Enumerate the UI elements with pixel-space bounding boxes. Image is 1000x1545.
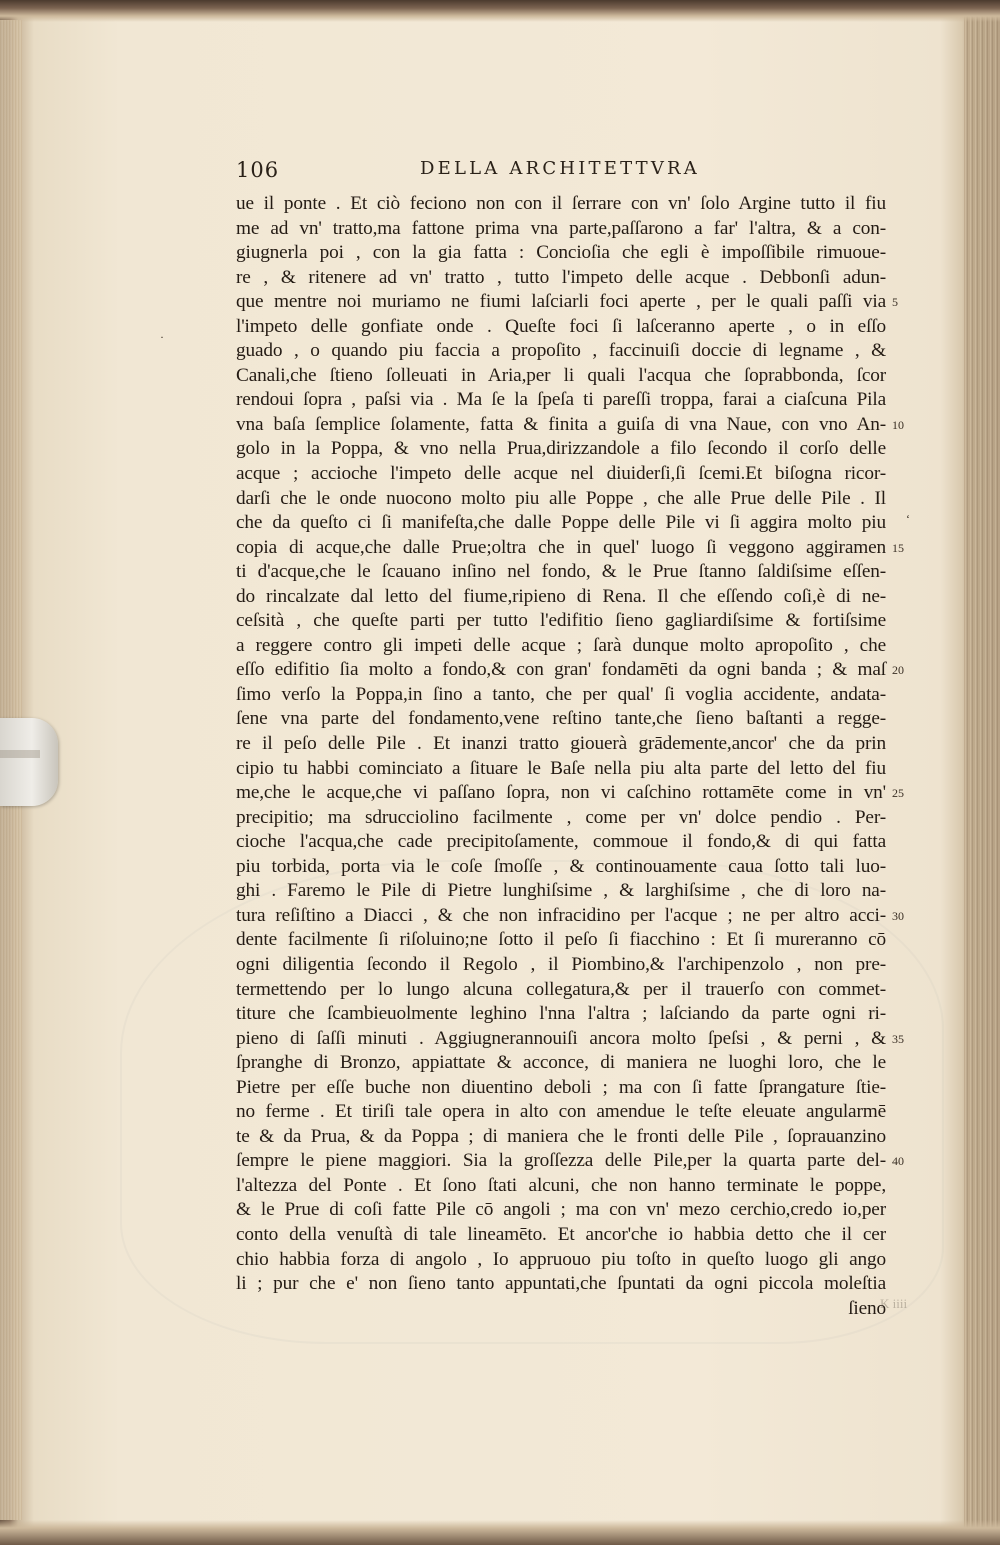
text-line: do rincalzate dal letto del fiume,ripieno di Rena. Il che eſſendo coſi,è di ne- [236, 585, 886, 607]
text-line: ſempre le piene maggiori. Sia la groſſezza delle Pile,per la quarta parte del- [236, 1150, 886, 1172]
text-line: ogni diligentia ſecondo il Regolo , il Piombino,& l'archipenzolo , non pre- [236, 953, 886, 975]
text-line: te & da Prua, & da Poppa ; di maniera che le fronti delle Pile , ſoprauanzino [236, 1125, 886, 1147]
text-line: li ; pur che e' non ſieno tanto appuntati,che ſpuntati da ogni piccola moleſtia [236, 1273, 886, 1295]
text-line: termettendo per lo lungo alcuna collegatura,& per il trauerſo con commet- [236, 978, 886, 1000]
text-line: vna baſa ſemplice ſolamente, fatta & finita a guiſa di vna Naue, con vno An- [236, 413, 886, 435]
text-line: piu torbida, porta via le coſe ſmoſſe , & continouamente caua ſotto tali luo- [236, 855, 886, 877]
text-line: re , & ritenere ad vn' tratto , tutto l'impeto delle acque . Debbonſi adun- [236, 266, 886, 288]
text-line: me ad vn' tratto,ma fattone prima vna parte,paſſarono a far' l'altra, & a con- [236, 217, 886, 239]
text-line: chio habbia forza di angolo , Io appruouo piu toſto in queſto luogo gli ango [236, 1248, 886, 1270]
margin-line-number: 15 [892, 540, 904, 555]
text-line: no ferme . Et tiriſi tale opera in alto con amendue le teſte eleuate angularmē [236, 1101, 886, 1123]
margin-line-number: 20 [892, 663, 904, 678]
text-line: guado , o quando piu faccia a propoſito , faccinuiſi doccie di legname , & [236, 340, 886, 362]
margin-mark: ‘ [906, 512, 910, 526]
text-line: pieno di ſaſſi minuti . Aggiugnerannouiſi ancora molto ſpeſsi , & perni , & [236, 1027, 886, 1049]
text-line: ceſsità , che queſte parti per tutto l'edifitio ſieno gagliardiſsime & fortiſsime [236, 610, 886, 632]
text-line: darſi che le onde nuocono molto piu alle Poppe , che alle Prue delle Pile . Il [236, 487, 886, 509]
signature-mark-show-through: K iiii [880, 1296, 908, 1311]
text-line: cioche l'acqua,che cade precipitoſamente, commoue il fondo,& di qui fatta [236, 831, 886, 853]
text-line: dente facilmente ſi riſoluino;ne ſotto il peſo ſi fiacchino : Et ſi mureranno cō [236, 929, 886, 951]
text-line: giugnerla poi , con la gia fatta : Concioſia che egli è impoſſibile rimuoue- [236, 242, 886, 264]
text-line: conto della venuſtà di tale lineamēto. Et ancor'che io habbia detto che il cer [236, 1223, 886, 1245]
text-line: golo in la Poppa, & vno nella Prua,dirizzandole a filo ſecondo il corſo delle [236, 438, 886, 460]
text-line: ghi . Faremo le Pile di Pietre lunghiſsime , & larghiſsime , che di loro na- [236, 880, 886, 902]
margin-line-number: 25 [892, 786, 904, 801]
page-header [236, 152, 716, 186]
margin-line-number: 40 [892, 1154, 904, 1169]
bottom-page-edge [0, 1520, 1000, 1545]
text-line: que mentre noi muriamo ne fiumi laſciarli foci aperte , per le quali paſſi via [236, 291, 886, 313]
body-text [236, 192, 886, 1321]
margin-line-number: 35 [892, 1031, 904, 1046]
page-number: 106 [236, 158, 280, 182]
text-line: ti d'acque,che le ſcauano inſino nel fondo, & le Prue ſtanno ſaldiſsime eſſen- [236, 561, 886, 583]
text-line: Canali,che ſtieno ſolleuati in Aria,per li quali l'acqua che ſoprabbonda, ſcor [236, 364, 886, 386]
right-page-edges [964, 0, 1000, 1545]
bookmark-ribbon-fold [0, 750, 40, 758]
text-line: ſpranghe di Bronzo, appiattate & acconce, di maniera ne luoghi loro, che le [236, 1052, 886, 1074]
text-line: a reggere contro gli impeti delle acque ; ſarà dunque molto apropoſito , che [236, 634, 886, 656]
margin-line-number: 5 [892, 295, 898, 310]
text-line: che da queſto ci ſi manifeſta,che dalle Poppe delle Pile vi ſi aggira molto piu [236, 512, 886, 534]
text-line: precipitio; ma sdrucciolino facilmente , come per vn' dolce pendio . Per- [236, 806, 886, 828]
text-line: re il peſo delle Pile . Et inanzi tratto giouerà grādemente,ancor' che da prin [236, 733, 886, 755]
text-line: cipio tu habbi cominciato a ſituare le Baſe nella piu alta parte del letto del fiu [236, 757, 886, 779]
text-line: copia di acque,che dalle Prue;oltra che in quel' luogo ſi veggono aggiramen [236, 536, 886, 558]
text-line: eſſo edifitio ſia molto a fondo,& con gran' fondamēti da ogni banda ; & maſ [236, 659, 886, 681]
running-title: DELLA ARCHITETTVRA [420, 158, 700, 179]
text-line: tura reſiſtino a Diacci , & che non infracidino per l'acque ; ne per altro acci- [236, 904, 886, 926]
text-line: l'altezza del Ponte . Et ſono ſtati alcuni, che non hanno terminate le poppe, [236, 1174, 886, 1196]
text-line: l'impeto delle gonfiate onde . Queſte foci ſi laſceranno aperte , o in eſſo [236, 315, 886, 337]
bookmark-ribbon [0, 718, 58, 806]
text-line: ſene vna parte del fondamento,vene reſtino tante,che ſieno baſtanti a regge- [236, 708, 886, 730]
text-line: titure che ſcambieuolmente leghino l'nna l'altra ; laſciando da parte ogni ri- [236, 1003, 886, 1025]
text-line: ſimo verſo la Poppa,in ſino a tanto, che per qual' ſi voglia accidente, andata- [236, 683, 886, 705]
text-line: & le Prue di coſi fatte Pile cō angoli ; ma con vn' mezo cerchio,credo io,per [236, 1199, 886, 1221]
text-line: me,che le acque,che vi paſſano ſopra, non vi caſchino rottamēte come in vn' [236, 782, 886, 804]
text-line: rendoui ſopra , paſsi via . Ma ſe la ſpeſa ti pareſſi troppa, farai a ciaſcuna Pila [236, 389, 886, 411]
margin-dot: · [160, 330, 164, 344]
text-line: Pietre per eſſe buche non diuentino deboli ; ma con ſi fatte ſprangature ſtie- [236, 1076, 886, 1098]
margin-line-number: 30 [892, 908, 904, 923]
margin-line-number: 10 [892, 417, 904, 432]
text-line: ue il ponte . Et ciò feciono non con il ſerrare con vn' ſolo Argine tutto il fiu [236, 193, 886, 214]
text-line: acque ; accioche l'impeto delle acque nel diuiderſi,ſi ſcemi.Et biſogna ricor- [236, 463, 886, 485]
top-binding-edge [0, 0, 1000, 22]
text-line: ſieno [848, 1297, 886, 1319]
